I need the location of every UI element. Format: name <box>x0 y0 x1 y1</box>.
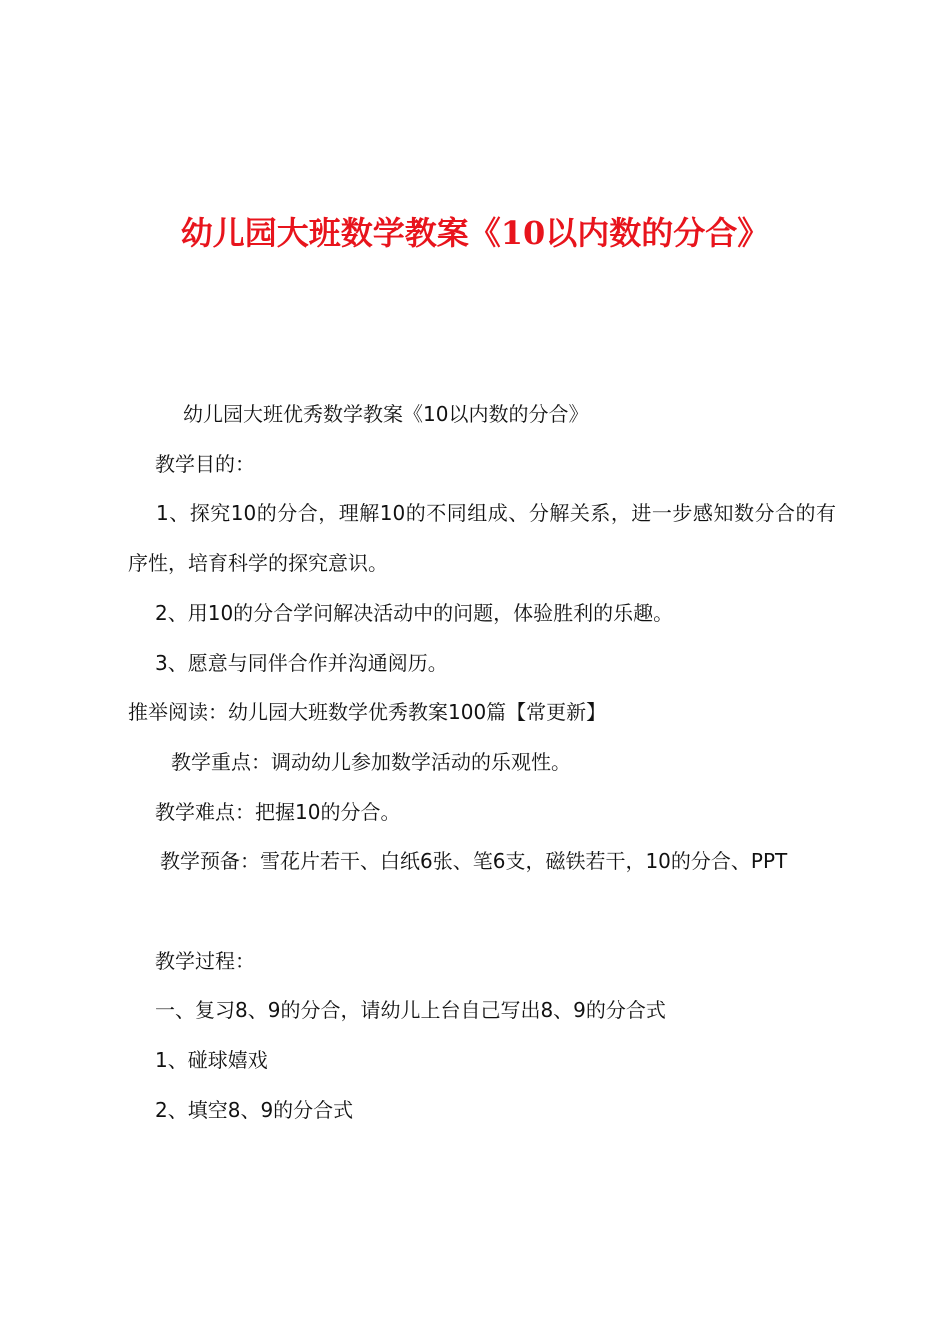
goal-item-2: 2、用10的分合学问解决活动中的问题，体验胜利的乐趣。 <box>155 601 674 625</box>
recommended-reading: 推举阅读：幼儿园大班数学优秀教案100篇【常更新】 <box>128 700 607 724</box>
document-subtitle: 幼儿园大班优秀数学教案《10以内数的分合》 <box>183 402 589 426</box>
preparation: 教学预备：雪花片若干、白纸6张、笔6支，磁铁若干，10的分合、PPT <box>160 849 788 873</box>
goal-item-1: 1、探究10的分合，理解10的不同组成、分解关系，进一步感知数分合的有序性，培育科学的探究意识。 <box>128 501 836 575</box>
process-step-1-1: 1、碰球嬉戏 <box>155 1048 268 1072</box>
process-heading: 教学过程： <box>155 949 255 973</box>
document-title: 幼儿园大班数学教案《10以内数的分合》 <box>180 214 770 252</box>
goal-item-3: 3、愿意与同伴合作并沟通阅历。 <box>155 651 448 675</box>
process-step-1-2: 2、填空8、9的分合式 <box>155 1098 354 1122</box>
goals-heading: 教学目的： <box>155 452 255 476</box>
process-step-1: 一、复习8、9的分合，请幼儿上台自己写出8、9的分合式 <box>155 998 666 1022</box>
key-point: 教学重点：调动幼儿参加数学活动的乐观性。 <box>171 750 571 774</box>
difficulty: 教学难点：把握10的分合。 <box>155 800 401 824</box>
